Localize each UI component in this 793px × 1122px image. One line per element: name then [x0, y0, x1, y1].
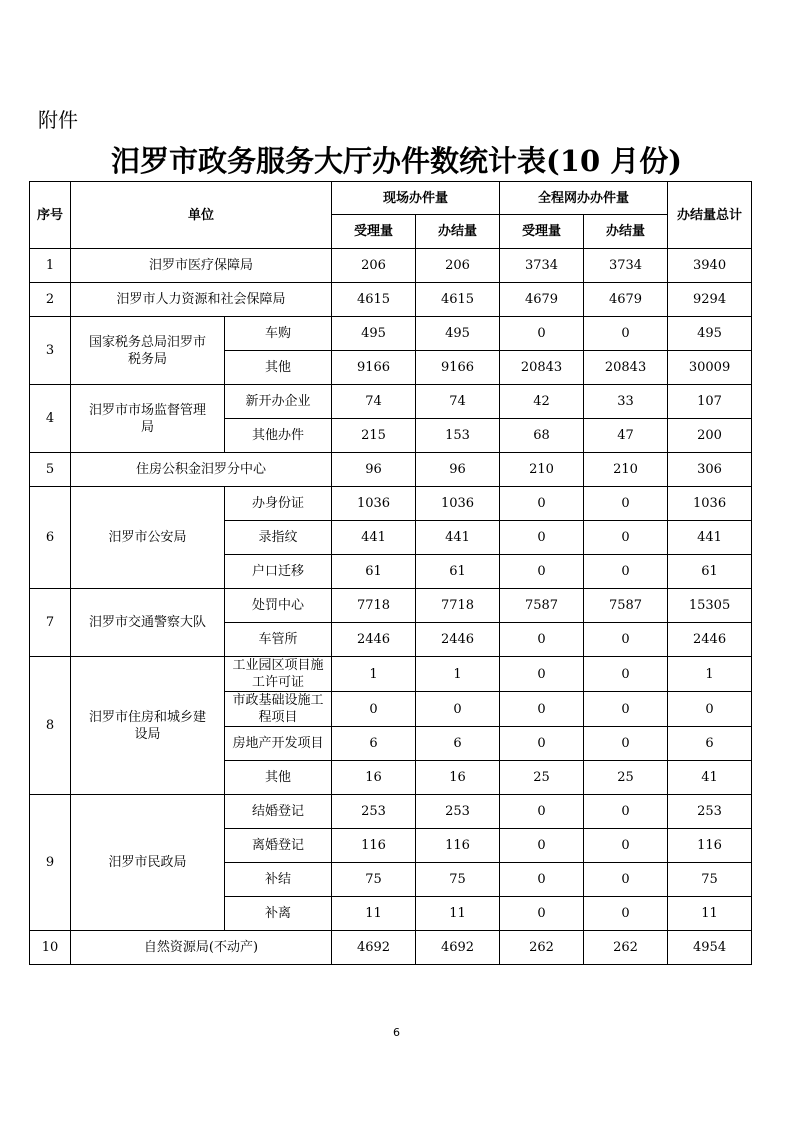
- cell-online-accepted: 3734: [500, 249, 584, 283]
- cell-onsite-accepted: 7718: [332, 589, 416, 623]
- row-seq: 10: [30, 931, 71, 965]
- cell-total-completed: 116: [668, 829, 752, 863]
- header-online-completed: 办结量: [584, 215, 668, 249]
- cell-onsite-completed: 11: [416, 897, 500, 931]
- cell-total-completed: 200: [668, 419, 752, 453]
- cell-onsite-accepted: 495: [332, 317, 416, 351]
- cell-online-accepted: 0: [500, 829, 584, 863]
- cell-online-completed: 0: [584, 692, 668, 727]
- cell-onsite-completed: 253: [416, 795, 500, 829]
- cell-onsite-completed: 6: [416, 727, 500, 761]
- cell-onsite-accepted: 215: [332, 419, 416, 453]
- cell-online-completed: 33: [584, 385, 668, 419]
- cell-online-accepted: 20843: [500, 351, 584, 385]
- row-unit: 汨罗市交通警察大队: [71, 589, 225, 657]
- row-seq: 7: [30, 589, 71, 657]
- cell-online-accepted: 0: [500, 555, 584, 589]
- row-unit: 汨罗市住房和城乡建设局: [71, 657, 225, 795]
- cell-online-completed: 47: [584, 419, 668, 453]
- cell-onsite-completed: 153: [416, 419, 500, 453]
- cell-onsite-accepted: 1036: [332, 487, 416, 521]
- cell-online-accepted: 0: [500, 657, 584, 692]
- cell-total-completed: 30009: [668, 351, 752, 385]
- cell-online-completed: 0: [584, 317, 668, 351]
- cell-online-completed: 0: [584, 829, 668, 863]
- cell-total-completed: 75: [668, 863, 752, 897]
- row-subcategory: 户口迁移: [225, 555, 332, 589]
- table-row: [30, 283, 752, 317]
- cell-onsite-completed: 495: [416, 317, 500, 351]
- cell-onsite-completed: 1036: [416, 487, 500, 521]
- header-onsite-completed: 办结量: [416, 215, 500, 249]
- cell-online-completed: 25: [584, 761, 668, 795]
- cell-online-completed: 0: [584, 727, 668, 761]
- cell-total-completed: 306: [668, 453, 752, 487]
- cell-onsite-completed: 9166: [416, 351, 500, 385]
- cell-onsite-completed: 0: [416, 692, 500, 727]
- cell-online-accepted: 42: [500, 385, 584, 419]
- table-row: [30, 795, 752, 829]
- row-unit: 汨罗市人力资源和社会保障局: [71, 283, 332, 317]
- row-unit: 国家税务总局汨罗市税务局: [71, 317, 225, 385]
- table-row: [30, 931, 752, 965]
- cell-onsite-completed: 16: [416, 761, 500, 795]
- cell-online-completed: 0: [584, 487, 668, 521]
- cell-onsite-completed: 206: [416, 249, 500, 283]
- header-onsite: 现场办件量: [332, 182, 500, 215]
- cell-online-accepted: 262: [500, 931, 584, 965]
- row-subcategory: 车管所: [225, 623, 332, 657]
- cell-online-accepted: 0: [500, 521, 584, 555]
- header-onsite-accepted: 受理量: [332, 215, 416, 249]
- row-subcategory: 办身份证: [225, 487, 332, 521]
- page-title: 汨罗市政务服务大厅办件数统计表(10 月份): [111, 144, 682, 178]
- row-unit: 自然资源局(不动产): [71, 931, 332, 965]
- cell-online-completed: 0: [584, 657, 668, 692]
- cell-onsite-accepted: 9166: [332, 351, 416, 385]
- cell-online-accepted: 0: [500, 727, 584, 761]
- table-row: [30, 487, 752, 521]
- cell-total-completed: 15305: [668, 589, 752, 623]
- cell-onsite-accepted: 0: [332, 692, 416, 727]
- table-row: [30, 589, 752, 623]
- row-seq: 5: [30, 453, 71, 487]
- cell-total-completed: 107: [668, 385, 752, 419]
- cell-onsite-completed: 7718: [416, 589, 500, 623]
- cell-online-accepted: 0: [500, 317, 584, 351]
- row-seq: 3: [30, 317, 71, 385]
- cell-online-completed: 4679: [584, 283, 668, 317]
- cell-onsite-accepted: 253: [332, 795, 416, 829]
- row-unit: 汨罗市市场监督管理局: [71, 385, 225, 453]
- row-seq: 9: [30, 795, 71, 931]
- row-subcategory: 其他办件: [225, 419, 332, 453]
- row-subcategory: 其他: [225, 761, 332, 795]
- cell-onsite-completed: 4692: [416, 931, 500, 965]
- cell-onsite-accepted: 61: [332, 555, 416, 589]
- attachment-label: 附件: [38, 108, 78, 132]
- row-subcategory: 市政基础设施工程项目: [225, 692, 332, 727]
- cell-onsite-accepted: 116: [332, 829, 416, 863]
- row-subcategory: 新开办企业: [225, 385, 332, 419]
- cell-total-completed: 41: [668, 761, 752, 795]
- cell-onsite-completed: 116: [416, 829, 500, 863]
- cell-online-accepted: 0: [500, 692, 584, 727]
- cell-onsite-completed: 2446: [416, 623, 500, 657]
- cell-online-completed: 0: [584, 555, 668, 589]
- row-seq: 4: [30, 385, 71, 453]
- cell-total-completed: 253: [668, 795, 752, 829]
- cell-online-accepted: 0: [500, 795, 584, 829]
- cell-onsite-accepted: 4615: [332, 283, 416, 317]
- cell-online-completed: 7587: [584, 589, 668, 623]
- cell-online-completed: 262: [584, 931, 668, 965]
- cell-onsite-accepted: 96: [332, 453, 416, 487]
- cell-online-completed: 0: [584, 521, 668, 555]
- row-seq: 2: [30, 283, 71, 317]
- cell-onsite-completed: 441: [416, 521, 500, 555]
- cell-online-accepted: 0: [500, 487, 584, 521]
- cell-online-accepted: 68: [500, 419, 584, 453]
- cell-online-completed: 0: [584, 863, 668, 897]
- row-subcategory: 处罚中心: [225, 589, 332, 623]
- cell-onsite-accepted: 206: [332, 249, 416, 283]
- cell-online-accepted: 7587: [500, 589, 584, 623]
- cell-onsite-accepted: 441: [332, 521, 416, 555]
- cell-total-completed: 441: [668, 521, 752, 555]
- row-subcategory: 录指纹: [225, 521, 332, 555]
- cell-onsite-accepted: 2446: [332, 623, 416, 657]
- row-seq: 6: [30, 487, 71, 589]
- cell-online-completed: 0: [584, 623, 668, 657]
- row-subcategory: 房地产开发项目: [225, 727, 332, 761]
- header-online: 全程网办办件量: [500, 182, 668, 215]
- cell-online-accepted: 210: [500, 453, 584, 487]
- cell-onsite-completed: 61: [416, 555, 500, 589]
- cell-onsite-accepted: 6: [332, 727, 416, 761]
- cell-online-completed: 20843: [584, 351, 668, 385]
- cell-total-completed: 61: [668, 555, 752, 589]
- header-seq: 序号: [30, 182, 71, 249]
- cell-onsite-completed: 75: [416, 863, 500, 897]
- row-subcategory: 车购: [225, 317, 332, 351]
- table-row: [30, 657, 752, 692]
- row-unit: 汨罗市公安局: [71, 487, 225, 589]
- cell-onsite-accepted: 16: [332, 761, 416, 795]
- cell-onsite-completed: 4615: [416, 283, 500, 317]
- cell-total-completed: 1036: [668, 487, 752, 521]
- cell-total-completed: 3940: [668, 249, 752, 283]
- cell-online-accepted: 25: [500, 761, 584, 795]
- header-unit: 单位: [71, 182, 332, 249]
- cell-onsite-accepted: 11: [332, 897, 416, 931]
- header-online-accepted: 受理量: [500, 215, 584, 249]
- cell-onsite-completed: 96: [416, 453, 500, 487]
- cell-online-accepted: 4679: [500, 283, 584, 317]
- cell-onsite-accepted: 1: [332, 657, 416, 692]
- cell-total-completed: 11: [668, 897, 752, 931]
- row-subcategory: 工业园区项目施工许可证: [225, 657, 332, 692]
- cell-online-accepted: 0: [500, 897, 584, 931]
- cell-online-accepted: 0: [500, 623, 584, 657]
- cell-online-completed: 210: [584, 453, 668, 487]
- cell-onsite-completed: 1: [416, 657, 500, 692]
- row-subcategory: 补结: [225, 863, 332, 897]
- cell-online-completed: 3734: [584, 249, 668, 283]
- cell-total-completed: 4954: [668, 931, 752, 965]
- cell-total-completed: 495: [668, 317, 752, 351]
- table-row: [30, 249, 752, 283]
- cell-total-completed: 0: [668, 692, 752, 727]
- cell-online-completed: 0: [584, 897, 668, 931]
- header-total: 办结量总计: [668, 182, 752, 249]
- row-subcategory: 结婚登记: [225, 795, 332, 829]
- table-row: [30, 385, 752, 419]
- row-subcategory: 离婚登记: [225, 829, 332, 863]
- cell-total-completed: 6: [668, 727, 752, 761]
- cell-online-accepted: 0: [500, 863, 584, 897]
- row-seq: 8: [30, 657, 71, 795]
- cell-onsite-accepted: 74: [332, 385, 416, 419]
- table-row: [30, 453, 752, 487]
- page-number: 6: [393, 1026, 400, 1039]
- cell-total-completed: 2446: [668, 623, 752, 657]
- table-row: [30, 317, 752, 351]
- cell-total-completed: 9294: [668, 283, 752, 317]
- row-unit: 汨罗市民政局: [71, 795, 225, 931]
- stats-table: [29, 181, 752, 965]
- row-subcategory: 补离: [225, 897, 332, 931]
- row-unit: 住房公积金汨罗分中心: [71, 453, 332, 487]
- cell-onsite-accepted: 75: [332, 863, 416, 897]
- cell-total-completed: 1: [668, 657, 752, 692]
- cell-online-completed: 0: [584, 795, 668, 829]
- row-subcategory: 其他: [225, 351, 332, 385]
- cell-onsite-completed: 74: [416, 385, 500, 419]
- cell-onsite-accepted: 4692: [332, 931, 416, 965]
- row-seq: 1: [30, 249, 71, 283]
- row-unit: 汨罗市医疗保障局: [71, 249, 332, 283]
